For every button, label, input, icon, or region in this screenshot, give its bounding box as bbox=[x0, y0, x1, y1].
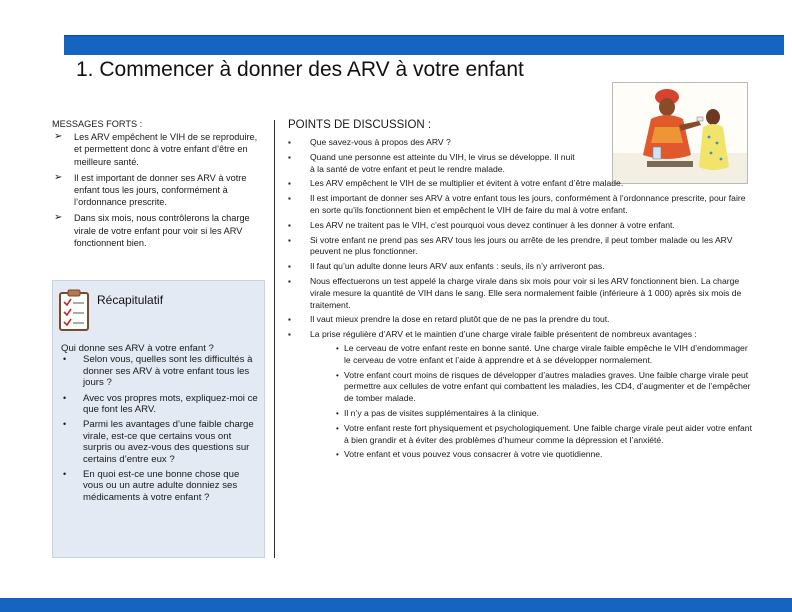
advantage-item: • Votre enfant court moins de risques de développer d’autres maladies graves. Une faible charge virale peut permettre aux cellules de votre enfant qui combattent les maladies, les CD4, d’augmenter et de l’empêcher de tomber malade. bbox=[336, 369, 751, 404]
key-message-item: ➢ Les ARV empêchent le VIH de se reproduire, et permettent donc à votre enfant d’être en meilleure santé. bbox=[54, 131, 258, 167]
bullet-icon: • bbox=[336, 370, 339, 380]
clipboard-checklist-icon bbox=[59, 289, 89, 331]
discussion-item: ▪ Il est important de donner ses ARV à votre enfant tous les jours, conformément à l’ordonnance prescrite, pour faire en sorte qu’ils fonctionnent bien et empêchent le VIH de faire du mal à votre enfant. bbox=[288, 193, 746, 215]
bullet-icon: ▪ bbox=[288, 138, 291, 147]
recap-panel bbox=[52, 280, 265, 558]
key-message-item: ➢ Il est important de donner ses ARV à votre enfant tous les jours, conformément à l’ordonnance prescrite. bbox=[54, 171, 247, 208]
discussion-heading: POINTS DE DISCUSSION : bbox=[288, 119, 432, 131]
advantage-item: • Votre enfant et vous pouvez vous consacrer à votre vie quotidienne. bbox=[336, 449, 603, 460]
bullet-icon: • bbox=[63, 354, 67, 365]
discussion-item: ▪ Il vaut mieux prendre la dose en retard plutôt que de ne pas la prendre du tout. bbox=[288, 314, 610, 325]
discussion-item: ▪ Si votre enfant ne prend pas ses ARV tous les jours ou arrête de les prendre, il peut tomber malade ou les ARV peuvent ne plus fonctionner. bbox=[288, 234, 733, 257]
recap-intro: Qui donne ses ARV à votre enfant ? bbox=[61, 343, 214, 354]
key-messages bbox=[52, 118, 266, 253]
arrow-bullet-icon: ➢ bbox=[54, 171, 63, 183]
discussion-item: ▪ Il faut qu’un adulte donne leurs ARV aux enfants : seuls, ils n’y arriveront pas. bbox=[288, 261, 605, 272]
bullet-icon: • bbox=[336, 343, 339, 353]
bullet-icon: • bbox=[336, 423, 339, 433]
key-message-item: ➢ Dans six mois, nous contrôlerons la charge virale de votre enfant pour voir si les ARV fonctionnent bien. bbox=[54, 212, 250, 248]
bullet-icon: ▪ bbox=[288, 330, 291, 340]
recap-item: • Avec vos propres mots, expliquez-moi ce que font les ARV. bbox=[63, 392, 258, 416]
discussion-item: ▪ Quand une personne est atteinte du VIH, le virus se développe. Il nuit à la santé de votre enfant et peut le rendre malade. bbox=[288, 151, 575, 174]
advantage-item: • Votre enfant reste fort physiquement et psychologiquement. Une faible charge virale peut aider votre enfant à bien grandir et à éviter des problèmes d’humeur comme la dépression et l’anxiété. bbox=[336, 422, 752, 445]
advantage-item: • Il n’y a pas de visites supplémentaires à la clinique. bbox=[336, 407, 539, 418]
bullet-icon: ▪ bbox=[288, 152, 291, 162]
recap-item: • En quoi est-ce une bonne chose que vous ou un autre adulte donniez ses médicaments à votre enfant ? bbox=[63, 469, 240, 503]
advantage-item: • Le cerveau de votre enfant reste en bonne santé. Une charge virale faible empêche le VIH d’endommager le cerveau de votre enfant et l’aide à apprendre et à se développer normalement. bbox=[336, 342, 748, 365]
bullet-icon: • bbox=[336, 408, 339, 418]
bullet-icon: • bbox=[63, 469, 67, 480]
bullet-icon: ▪ bbox=[288, 179, 291, 189]
advantages-list bbox=[310, 343, 756, 461]
bullet-icon: ▪ bbox=[288, 276, 291, 286]
column-divider bbox=[274, 120, 275, 558]
discussion-item: ▪ Les ARV empêchent le VIH de se multiplier et évitent à votre enfant d’être malade. bbox=[288, 178, 624, 189]
recap-questions bbox=[61, 343, 261, 507]
footer-bar bbox=[0, 598, 792, 612]
arrow-bullet-icon: ➢ bbox=[54, 131, 63, 143]
bullet-icon: ▪ bbox=[288, 235, 291, 245]
discussion-item: ▪ Les ARV ne traitent pas le VIH, c’est pourquoi vous devez continuer à les donner à votre enfant. bbox=[288, 219, 675, 230]
page-title: 1. Commencer à donner des ARV à votre enfant bbox=[76, 58, 524, 81]
bullet-icon: ▪ bbox=[288, 262, 291, 272]
bullet-icon: ▪ bbox=[288, 220, 291, 230]
bullet-icon: • bbox=[336, 450, 339, 460]
discussion-points bbox=[288, 117, 756, 464]
recap-item: • Selon vous, quelles sont les difficultés à donner ses ARV à votre enfant tous les jours ? bbox=[63, 354, 253, 389]
bullet-icon: • bbox=[63, 419, 67, 430]
bullet-icon: ▪ bbox=[288, 194, 291, 204]
discussion-item: ▪ Que savez-vous à propos des ARV ? bbox=[288, 137, 451, 147]
discussion-item: ▪ Nous effectuerons un test appelé la charge virale dans six mois pour voir si les ARV fonctionnent bien. La charge virale mesure la quantité de VIH dans le sang. Elle sera normalement faible (inférieure à 1 000) après six mois de traitement. bbox=[288, 275, 742, 310]
bullet-icon: ▪ bbox=[288, 315, 291, 325]
arrow-bullet-icon: ➢ bbox=[54, 212, 63, 224]
recap-title: Récapitulatif bbox=[97, 293, 164, 307]
bullet-icon: • bbox=[63, 392, 67, 403]
discussion-item: ▪ La prise régulière d’ARV et le maintien d’une charge virale faible présentent de nombreux avantages : • Le cerveau de votre enfant reste en bonne santé. Une charge virale faible empêche le VIH d’endommager le cerveau de votre enfant et l’aide à apprendre et à se développer normalement. • Votre enfant court moins de risques de développer d’autres maladies graves. Une faible charge virale peut permettre aux cellules de votre enfant qui combattent les maladies, les CD4, d’augmenter et de l’empêcher de tomber malade. • Il n’y a pas de visites supplémentaires à la clinique. • Votre enfant reste fort physiquement et psychologiquement. Une faible charge virale peut aider votre enfant à bien grandir et à éviter des problèmes d’humeur comme la dépression et l’anxiété. • Votre enfant et vous pouvez vous consacrer à votre vie quotidienne. bbox=[288, 329, 756, 461]
recap-item: • Parmi les avantages d’une faible charge virale, est-ce que certains vous ont surpris ou avez-vous des questions sur certains d’entre eux ? bbox=[63, 419, 254, 465]
key-messages-heading: MESSAGES FORTS : bbox=[52, 119, 143, 129]
